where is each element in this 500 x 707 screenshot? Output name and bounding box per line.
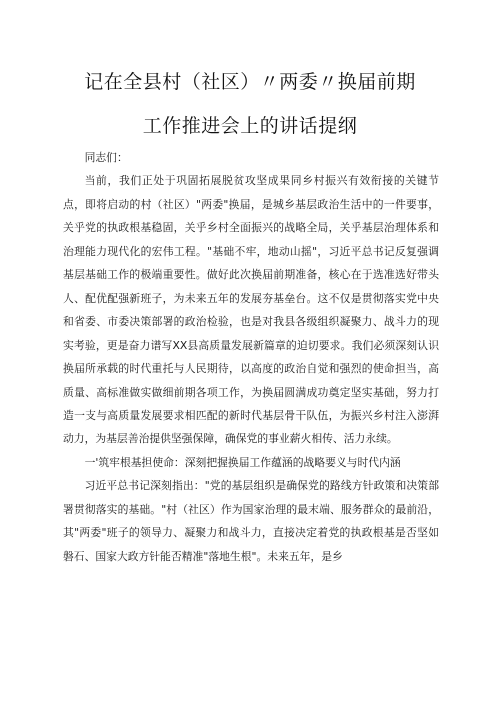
paragraph-section-1: 习近平总书记深刻指出："党的基层组织是确保党的路线方针政策和决策部署贯彻落实的基础。"村（社区）作为国家治理的最末端、服务群众的最前沿，其"两委"班子的领导力、凝聚力和战斗力，直接决定着党的执政根基是否坚如磐石、国家大政方针能否精准"落地生根"。未来五年，是乡 [63, 479, 439, 563]
document-body [63, 146, 439, 568]
paragraph-intro: 当前，我们正处于巩固拓展脱贫攻坚成果同乡村振兴有效衔接的关键节点，即将启动的村（社区）"两委"换届，是城乡基层政治生活中的一件要事，关乎党的执政根基稳固，关乎乡村全面振兴的战略全局，关乎基层治理体系和治理能力现代化的宏伟工程。"基础不牢，地动山摇"，习近平总书记反复强调基层基础工作的极端重要性。做好此次换届前期准备，核心在于选准选好带头人、配优配强新班子，为未来五年的发展夯基垒台。这不仅是贯彻落实党中央和省委、市委决策部署的政治检验，也是对我县各级组织凝聚力、战斗力的现实考验，更是奋力谱写XX县高质量发展新篇章的迫切要求。我们必须深刻认识换届所承载的时代重托与人民期待，以高度的政治自觉和强烈的使命担当，高质量、高标准做实做细前期各项工作，为换届圆满成功奠定坚实基础，努力打造一支与高质量发展要求相匹配的新时代基层骨干队伍，为振兴乡村注入澎湃动力，为基层善治提供坚强保障，确保党的事业薪火相传、活力永续。 [63, 174, 439, 446]
section-heading-1: 一'筑牢根基担使命：深刻把握换届工作蕴涵的战略要义与时代内涵 [84, 455, 401, 469]
document-title-line-2: 工作推进会上的讲话提纲 [142, 115, 358, 137]
salutation: 同志们： [84, 151, 128, 164]
document-title-line-1: 记在全县村（社区）〃两委〃换届前期 [84, 71, 416, 93]
